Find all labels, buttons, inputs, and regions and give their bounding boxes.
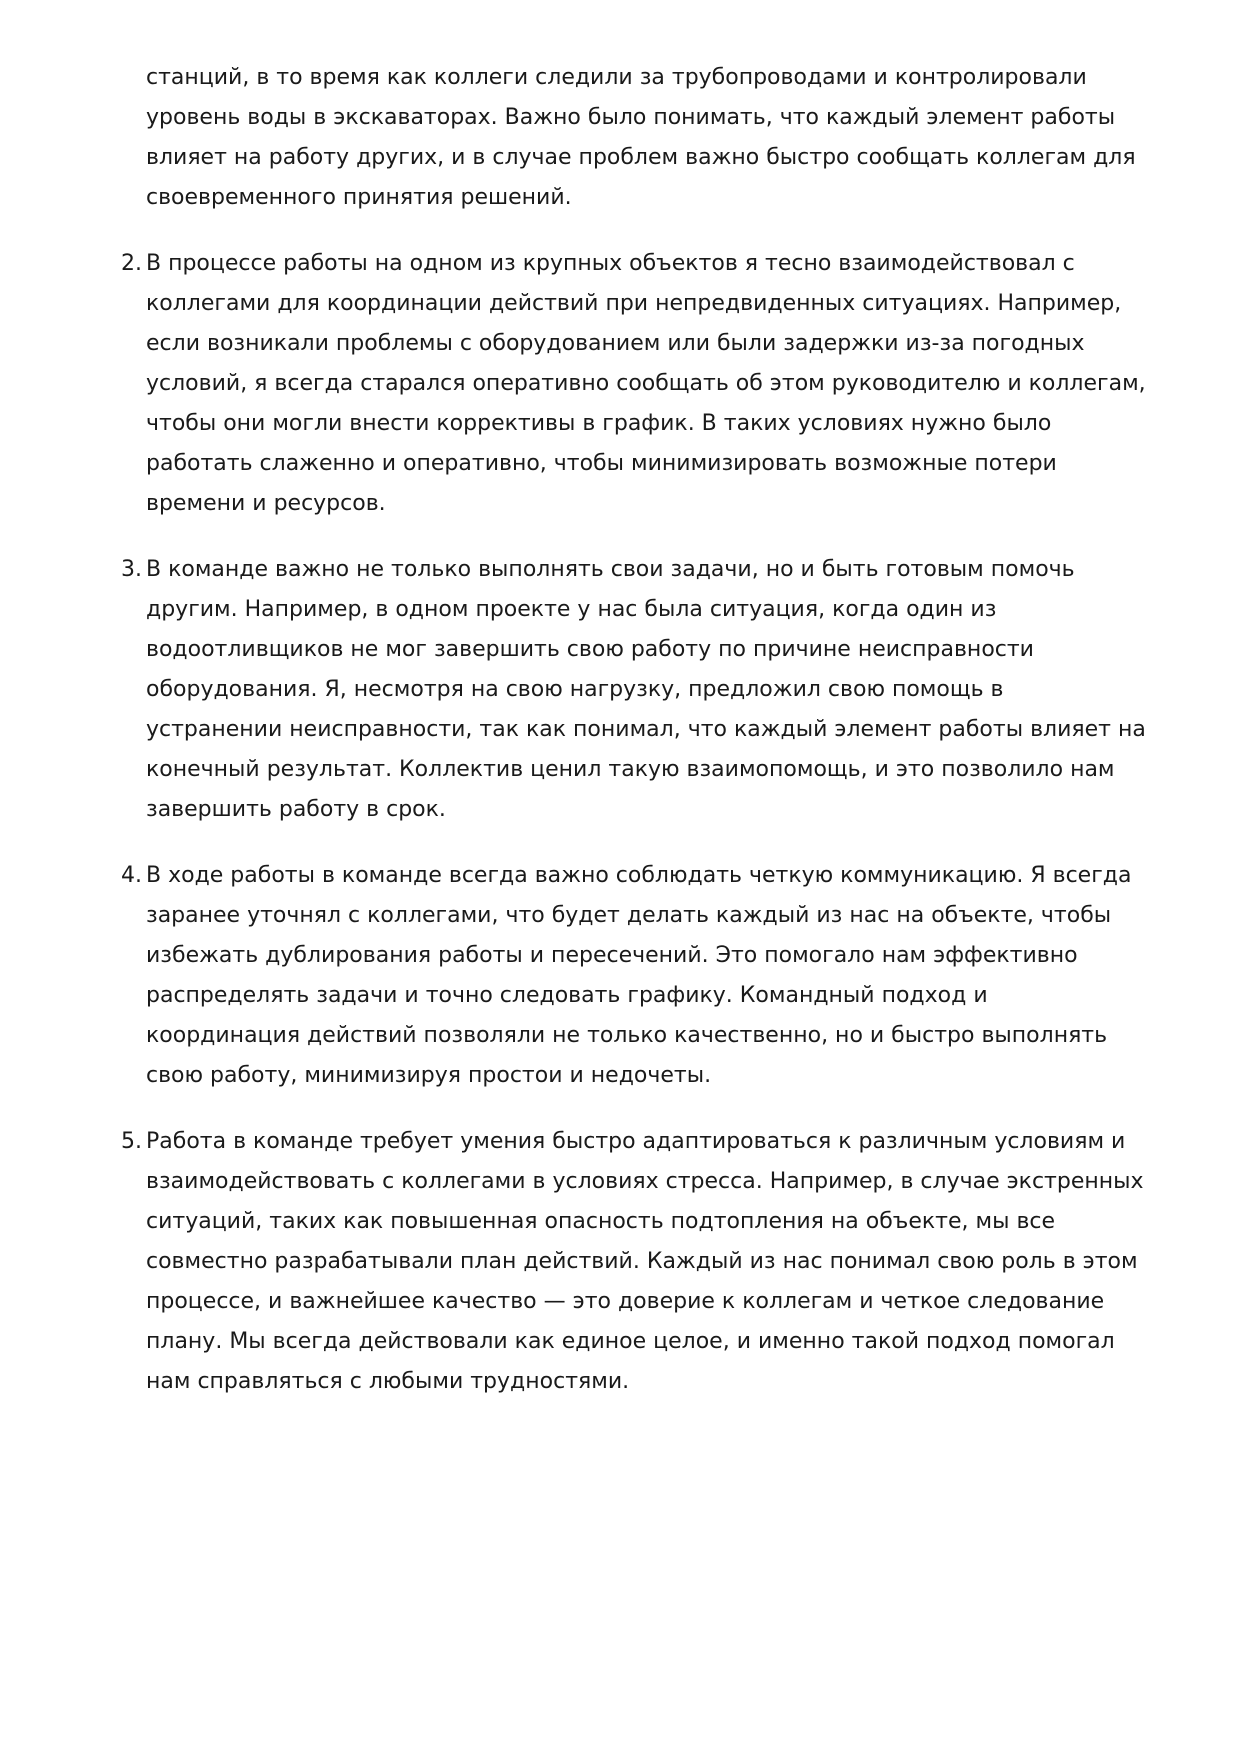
list-item-number: 5. — [121, 1129, 142, 1154]
list-item — [121, 1122, 1146, 1402]
list-item-number: 4. — [121, 863, 142, 888]
list-item-text: Работа в команде требует умения быстро адаптироваться к различным условиям и взаимодействовать с коллегами в условиях стресса. Например, в случае экстренных ситуаций, таких как повышенная опасность подтопления на объекте, мы все совместно разрабатывали план действий. Каждый из нас понимал свою роль в этом процессе, и важнейшее качество — это доверие к коллегам и четкое следование плану. Мы всегда действовали как единое целое, и именно такой подход помогал нам справляться с любыми трудностями. — [146, 1129, 1144, 1394]
list-item — [121, 856, 1146, 1096]
list-item-text: В ходе работы в команде всегда важно соблюдать четкую коммуникацию. Я всегда заранее уточнял с коллегами, что будет делать каждый из нас на объекте, чтобы избежать дублирования работы и пересечений. Это помогало нам эффективно распределять задачи и точно следовать графику. Командный подход и координация действий позволяли не только качественно, но и быстро выполнять свою работу, минимизируя простои и недочеты. — [146, 863, 1132, 1088]
list-item-number: 3. — [121, 557, 142, 582]
list-item-number: 2. — [121, 251, 142, 276]
document-body — [121, 58, 1146, 1402]
list-item-text: В процессе работы на одном из крупных объектов я тесно взаимодействовал с коллегами для координации действий при непредвиденных ситуациях. Например, если возникали проблемы с оборудованием или были задержки из-за погодных условий, я всегда старался оперативно сообщать об этом руководителю и коллегам, чтобы они могли внести коррективы в график. В таких условиях нужно было работать слаженно и оперативно, чтобы минимизировать возможные потери времени и ресурсов. — [146, 251, 1146, 516]
numbered-list — [121, 244, 1146, 1402]
list-item — [121, 244, 1146, 524]
list-item — [121, 550, 1146, 830]
continuation-paragraph: станций, в то время как коллеги следили за трубопроводами и контролировали уровень воды в экскаваторах. Важно было понимать, что каждый элемент работы влияет на работу других, и в случае проблем важно быстро сообщать коллегам для своевременного принятия решений. — [146, 65, 1136, 210]
list-item-text: В команде важно не только выполнять свои задачи, но и быть готовым помочь другим. Например, в одном проекте у нас была ситуация, когда один из водоотливщиков не мог завершить свою работу по причине неисправности оборудования. Я, несмотря на свою нагрузку, предложил свою помощь в устранении неисправности, так как понимал, что каждый элемент работы влияет на конечный результат. Коллектив ценил такую взаимопомощь, и это позволило нам завершить работу в срок. — [146, 557, 1146, 822]
